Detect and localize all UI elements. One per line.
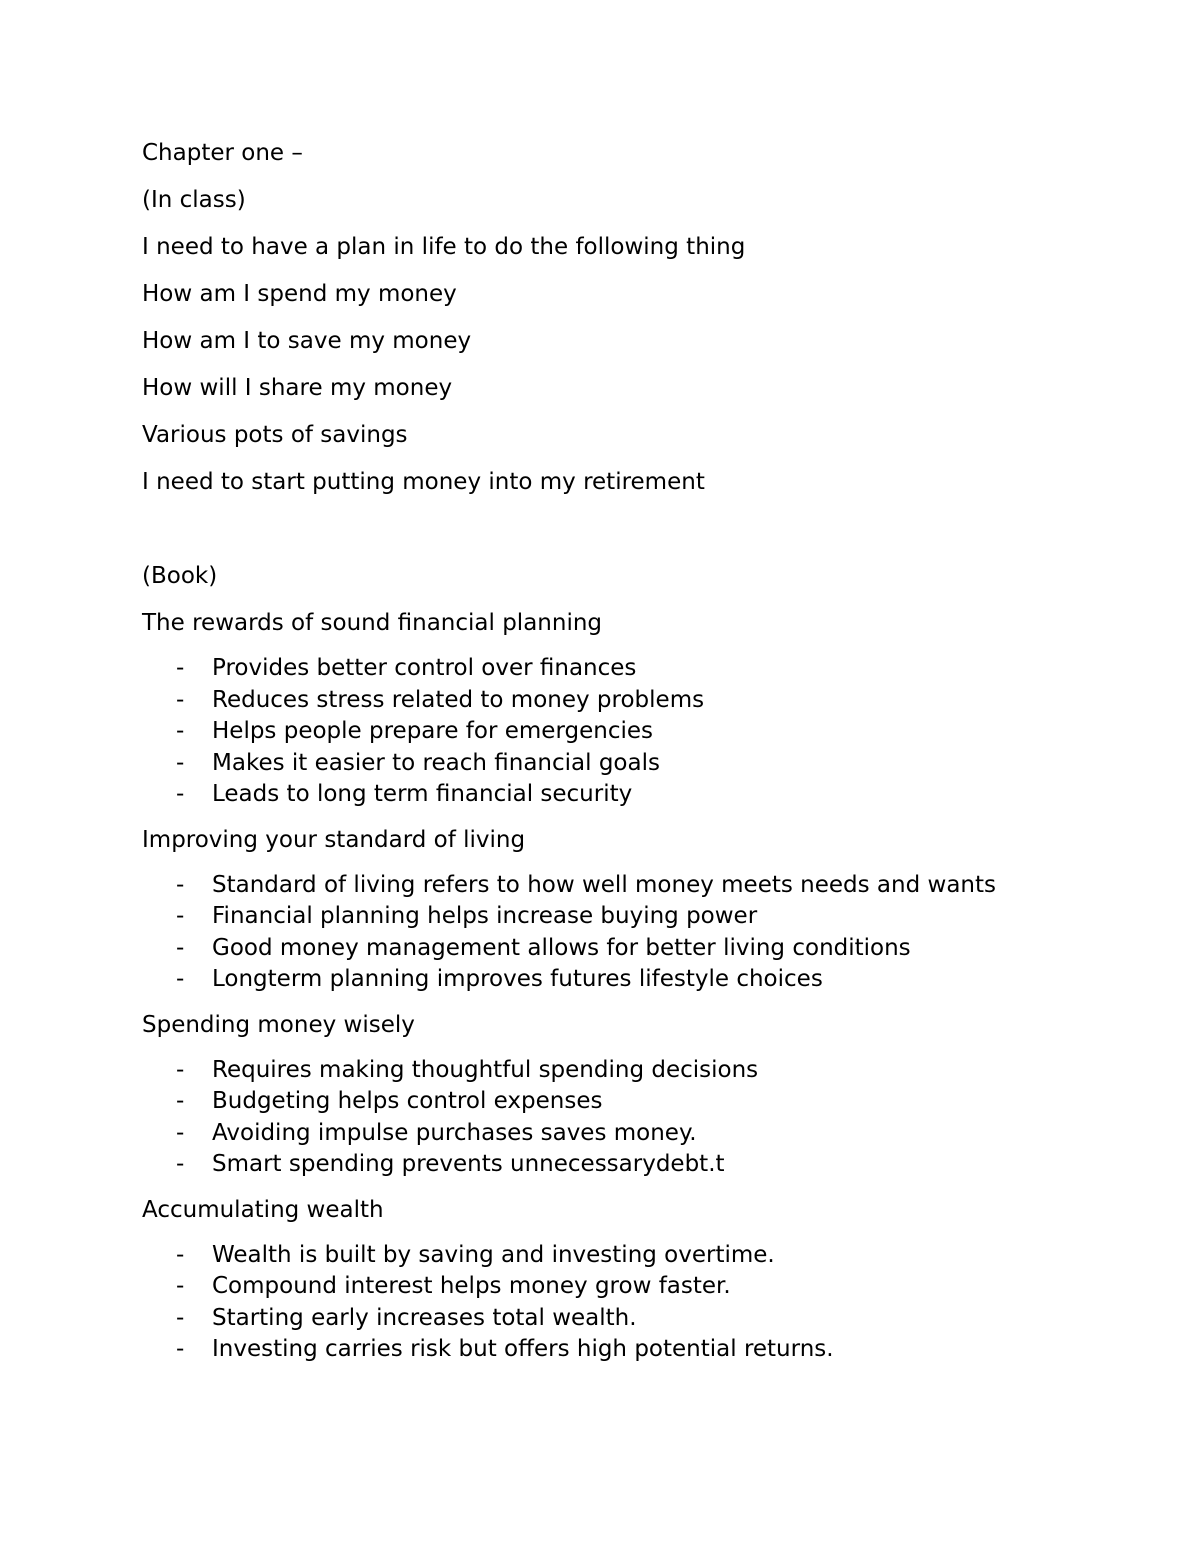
list-item [142,1334,1082,1366]
dash-marker: - [176,903,185,929]
note-line: How will I share my money [142,375,453,401]
list-item-text: Standard of living refers to how well money meets needs and wants [212,871,996,898]
list-item-text: Requires making thoughtful spending decisions [212,1056,759,1083]
list-item [142,1271,1082,1303]
blank-line [142,512,1082,559]
in-class-label: (In class) [142,187,246,213]
book-label: (Book) [142,563,218,589]
bullet-list [142,653,1082,811]
list-item-text: Helps people prepare for emergencies [212,718,653,744]
dash-marker: - [176,749,185,776]
list-item-text: Compound interest helps money grow faster. [212,1273,731,1299]
dash-marker: - [176,871,185,898]
list-item [142,901,1082,933]
list-item [142,964,1082,996]
list-item-text: Smart spending prevents unnecessarydebt.t [212,1151,725,1177]
list-item [142,716,1082,748]
dash-marker: - [176,1088,185,1114]
list-item-text: Makes it easier to reach financial goals [212,749,660,776]
bullet-list [142,1055,1082,1181]
list-item-text: Starting early increases total wealth. [212,1304,637,1331]
list-item [142,1149,1082,1181]
note-line: How am I spend my money [142,281,457,307]
list-item-text: Longterm planning improves futures lifestyle choices [212,966,823,992]
list-item [142,1240,1082,1272]
list-item [142,779,1082,811]
dash-marker: - [176,781,185,807]
dash-marker: - [176,686,185,713]
bullet-list [142,870,1082,996]
list-item [142,653,1082,685]
list-item [142,748,1082,780]
list-item [142,685,1082,717]
dash-marker: - [176,966,185,992]
dash-marker: - [176,1241,185,1268]
dash-marker: - [176,1151,185,1177]
note-line: I need to have a plan in life to do the following thing [142,234,746,260]
list-item-text: Wealth is built by saving and investing overtime. [212,1241,775,1268]
section-title: Accumulating wealth [142,1196,384,1223]
dash-marker: - [176,1119,185,1146]
section-title: Spending money wisely [142,1011,415,1038]
list-item [142,1086,1082,1118]
section-title: The rewards of sound financial planning [142,610,603,636]
list-item-text: Reduces stress related to money problems [212,686,705,713]
list-item-text: Provides better control over finances [212,655,637,681]
bullet-list [142,1240,1082,1366]
list-item-text: Financial planning helps increase buying power [212,903,758,929]
dash-marker: - [176,1273,185,1299]
dash-marker: - [176,655,185,681]
list-item [142,1055,1082,1087]
note-line: How am I to save my money [142,328,472,354]
dash-marker: - [176,718,185,744]
list-item [142,933,1082,965]
list-item [142,1303,1082,1335]
list-item-text: Good money management allows for better living conditions [212,934,911,961]
chapter-heading: Chapter one – [142,140,303,166]
note-line: Various pots of savings [142,422,408,448]
dash-marker: - [176,1304,185,1331]
list-item-text: Investing carries risk but offers high potential returns. [212,1336,834,1362]
dash-marker: - [176,934,185,961]
list-item-text: Budgeting helps control expenses [212,1088,603,1114]
note-line: I need to start putting money into my retirement [142,469,705,495]
list-item [142,1118,1082,1150]
document-page [142,136,1082,1378]
list-item-text: Leads to long term financial security [212,781,633,807]
list-item-text: Avoiding impulse purchases saves money. [212,1119,697,1146]
dash-marker: - [176,1336,185,1362]
section-title: Improving your standard of living [142,826,526,853]
dash-marker: - [176,1056,185,1083]
list-item [142,870,1082,902]
